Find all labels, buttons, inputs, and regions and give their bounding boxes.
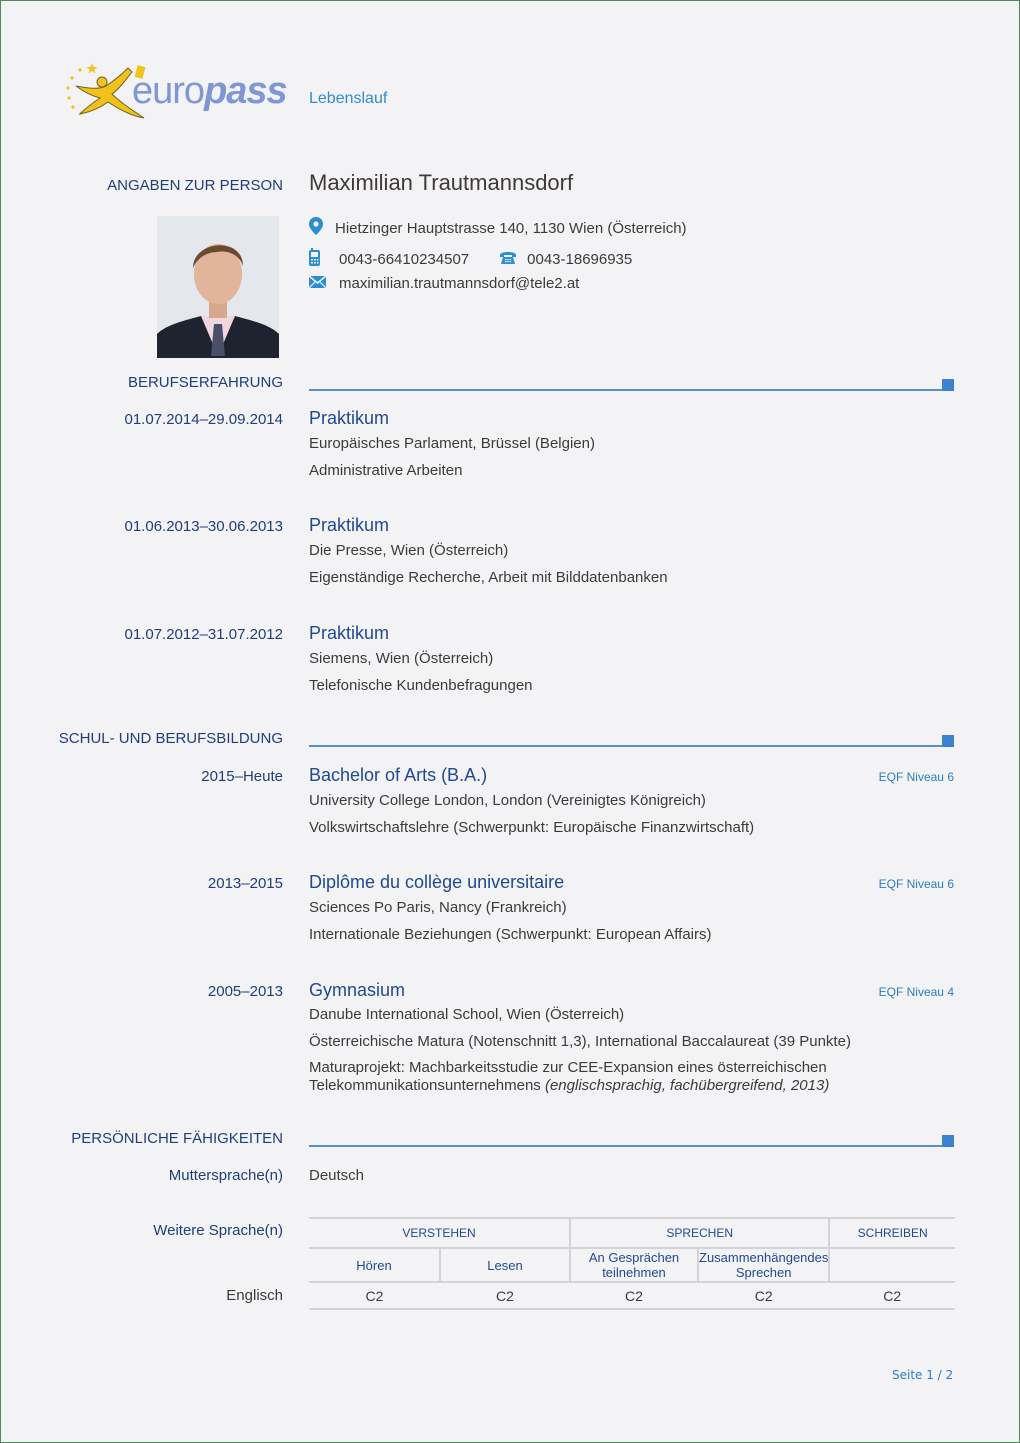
- section-divider: [309, 1145, 949, 1147]
- telephone-icon: [499, 251, 527, 268]
- language-name: Englisch: [226, 1287, 283, 1304]
- education-institution: Sciences Po Paris, Nancy (Frankreich): [309, 899, 567, 916]
- phone-number: 0043-18696935: [527, 250, 633, 268]
- education-detail-text: Telekommunikationsunternehmens: [309, 1077, 541, 1094]
- group-header-writing: SCHREIBEN: [829, 1218, 955, 1248]
- page-number: Seite 1 / 2: [892, 1368, 954, 1382]
- education-title: Bachelor of Arts (B.A.): [309, 765, 488, 785]
- eqf-level: EQF Niveau 6: [878, 770, 954, 784]
- language-skills-table: [309, 1217, 955, 1310]
- mother-tongue-value: Deutsch: [309, 1167, 365, 1184]
- education-date: 2005–2013: [207, 983, 283, 1000]
- envelope-icon: [309, 275, 339, 292]
- eqf-level: EQF Niveau 4: [878, 985, 954, 999]
- experience-employer: Die Presse, Wien (Österreich): [309, 542, 509, 559]
- experience-title: Praktikum: [309, 623, 390, 643]
- logo-text-bold: pass: [204, 70, 287, 112]
- phone-row: [309, 248, 632, 270]
- section-marker-square: [942, 735, 954, 747]
- experience-description: Telefonische Kundenbefragungen: [309, 677, 533, 694]
- education-date: 2013–2015: [207, 875, 283, 892]
- education-institution: Danube International School, Wien (Österreich): [309, 1006, 625, 1023]
- education-detail-continued: [309, 1077, 829, 1094]
- education-title: Diplôme du collège universitaire: [309, 872, 565, 892]
- subheader-listening: [309, 1248, 440, 1282]
- address-text: Hietzinger Hauptstrasse 140, 1130 Wien (Österreich): [335, 219, 687, 237]
- mother-tongue-label: Muttersprache(n): [168, 1167, 283, 1184]
- experience-date: 01.07.2014–29.09.2014: [124, 411, 283, 428]
- education-date: 2015–Heute: [201, 768, 283, 785]
- mobile-phone-icon: [309, 248, 339, 270]
- education-detail: Österreichische Matura (Notenschnitt 1,3), International Baccalaureat (39 Punkte): [309, 1033, 851, 1050]
- section-marker-square: [942, 1135, 954, 1147]
- subheader-text: Lesen: [487, 1257, 523, 1273]
- experience-description: Eigenständige Recherche, Arbeit mit Bilddatenbanken: [309, 569, 668, 586]
- subheader-spoken-production: [698, 1248, 829, 1282]
- education-institution: University College London, London (Vereinigtes Königreich): [309, 792, 706, 809]
- education-title: Gymnasium: [309, 980, 406, 1000]
- subheader-text: Sprechen: [735, 1265, 792, 1280]
- education-detail: Volkswirtschaftslehre (Schwerpunkt: Europäische Finanzwirtschaft): [309, 819, 755, 836]
- level-spoken-interaction: C2: [570, 1282, 698, 1309]
- section-title-person: ANGABEN ZUR PERSON: [107, 177, 283, 194]
- section-divider: [309, 745, 949, 747]
- experience-title: Praktikum: [309, 515, 390, 535]
- education-detail-italic: (englischsprachig, fachübergreifend, 2013): [544, 1077, 830, 1094]
- group-header-speaking: SPRECHEN: [570, 1218, 829, 1248]
- level-listening: C2: [309, 1282, 440, 1309]
- level-writing: C2: [829, 1282, 955, 1309]
- section-title-experience: BERUFSERFAHRUNG: [127, 374, 283, 391]
- section-title-skills: PERSÖNLICHE FÄHIGKEITEN: [71, 1130, 283, 1147]
- section-divider: [309, 389, 949, 391]
- section-title-education: SCHUL- UND BERUFSBILDUNG: [58, 730, 283, 747]
- subheader-spoken-interaction: [570, 1248, 698, 1282]
- subheader-text: Zusammenhängendes: [699, 1250, 829, 1265]
- table-header-subskills: [309, 1248, 955, 1282]
- section-marker-square: [942, 379, 954, 391]
- education-detail: Internationale Beziehungen (Schwerpunkt: European Affairs): [309, 926, 712, 943]
- group-header-understanding: VERSTEHEN: [309, 1218, 570, 1248]
- experience-title: Praktikum: [309, 408, 390, 428]
- experience-date: 01.06.2013–30.06.2013: [124, 518, 283, 535]
- europass-logo: [62, 58, 287, 128]
- person-name: Maximilian Trautmannsdorf: [309, 170, 574, 195]
- level-reading: C2: [440, 1282, 570, 1309]
- mobile-number: 0043-66410234507: [339, 250, 470, 268]
- address-row: [309, 217, 687, 239]
- email-link[interactable]: maximilian.trautmannsdorf@tele2.at: [339, 275, 580, 292]
- experience-employer: Siemens, Wien (Österreich): [309, 650, 494, 667]
- eqf-level: EQF Niveau 6: [878, 877, 954, 891]
- table-row: [309, 1282, 955, 1309]
- subheader-text: teilnehmen: [602, 1265, 666, 1280]
- logo-text-light: euro: [132, 70, 205, 112]
- experience-date: 01.07.2012–31.07.2012: [124, 626, 283, 643]
- other-languages-label: Weitere Sprache(n): [153, 1222, 283, 1239]
- experience-description: Administrative Arbeiten: [309, 462, 463, 479]
- subheader-writing: [829, 1248, 955, 1282]
- education-detail: Maturaprojekt: Machbarkeitsstudie zur CEE-Expansion eines österreichischen: [309, 1059, 827, 1076]
- subheader-text: An Gesprächen: [588, 1250, 680, 1265]
- subheader-text: Hören: [356, 1257, 392, 1273]
- document-type: Lebenslauf: [309, 90, 388, 107]
- email-row: [309, 275, 579, 292]
- table-header-groups: [309, 1218, 955, 1248]
- location-pin-icon: [309, 217, 335, 239]
- subheader-reading: [440, 1248, 570, 1282]
- experience-employer: Europäisches Parlament, Brüssel (Belgien): [309, 435, 595, 452]
- portrait-photo: [157, 216, 279, 358]
- europass-wordmark: [132, 70, 287, 113]
- level-spoken-production: C2: [698, 1282, 829, 1309]
- avatar: [157, 216, 279, 358]
